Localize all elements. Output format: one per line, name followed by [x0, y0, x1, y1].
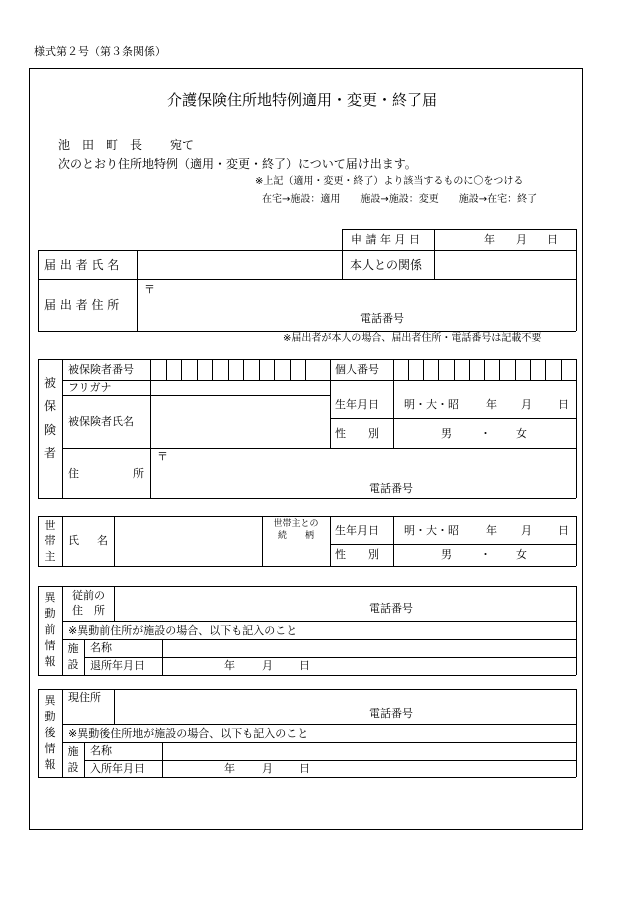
before-phone-field[interactable] — [420, 601, 574, 619]
entry-year: 年 — [224, 762, 235, 775]
furigana-field[interactable] — [151, 381, 329, 394]
rule — [84, 639, 85, 675]
application-day: 日 — [547, 233, 558, 246]
householder-sex-dot: ・ — [480, 548, 491, 561]
rule — [576, 516, 577, 566]
insured-address-label-b: 所 — [133, 467, 144, 480]
leave-month: 月 — [262, 659, 273, 672]
rule — [576, 229, 577, 250]
notifier-relation-label: 本人との関係 — [350, 258, 423, 272]
before-facility-note: ※異動前住所が施設の場合、以下も記入のこと — [68, 624, 298, 637]
householder-name-field[interactable] — [115, 517, 261, 565]
after-facility-note: ※異動後住所地が施設の場合、以下も記入のこと — [68, 727, 309, 740]
after-side-label: 異 動 後 情 報 — [44, 694, 56, 771]
rule — [38, 777, 576, 778]
notifier-postal-mark: 〒 — [144, 283, 155, 296]
rule — [38, 331, 576, 332]
householder-male: 男 — [441, 548, 452, 561]
insured-female: 女 — [516, 427, 527, 440]
personal-number-field[interactable] — [394, 360, 575, 379]
rule — [330, 516, 331, 566]
insured-phone-field[interactable] — [420, 479, 574, 497]
intro-text: 次のとおり住所地特例（適用・変更・終了）について届け出ます。 — [58, 157, 417, 171]
rule — [62, 621, 576, 622]
insured-side-label: 被 保 険 者 — [43, 376, 56, 461]
after-phone-label: 電話番号 — [369, 707, 413, 720]
rule — [38, 675, 576, 676]
householder-birth-month: 月 — [521, 524, 532, 537]
insured-number-field[interactable] — [151, 360, 329, 379]
insured-male: 男 — [441, 427, 452, 440]
insured-postal-mark: 〒 — [157, 450, 168, 463]
personal-number-label: 個人番号 — [335, 363, 379, 376]
householder-relation-field[interactable] — [263, 545, 329, 565]
application-date-label: 申 請 年 月 日 — [351, 233, 420, 246]
insured-name-label: 被保険者氏名 — [68, 415, 134, 428]
notifier-address-field[interactable] — [156, 281, 574, 307]
rule — [576, 689, 577, 777]
prev-address-field[interactable] — [115, 587, 575, 601]
rule — [38, 566, 576, 567]
notifier-phone-label: 電話番号 — [360, 312, 404, 325]
application-year-field[interactable] — [436, 231, 482, 248]
notifier-phone-field[interactable] — [412, 310, 574, 329]
householder-birth-label: 生年月日 — [335, 524, 379, 537]
application-day-field[interactable] — [528, 231, 546, 248]
before-facility-side: 施 設 — [67, 642, 79, 671]
current-address-field[interactable] — [115, 690, 575, 704]
householder-sex-label: 性 別 — [335, 548, 379, 561]
insured-phone-label: 電話番号 — [369, 482, 413, 495]
rule — [137, 250, 138, 331]
rule — [393, 516, 394, 566]
insured-address-field[interactable] — [168, 449, 574, 477]
page-title: 介護保険住所地特例適用・変更・終了届 — [167, 91, 438, 109]
insured-sex-label: 性 別 — [335, 427, 379, 440]
rule — [576, 359, 577, 498]
rule — [434, 229, 435, 250]
rule — [62, 724, 576, 725]
insured-birth-year: 年 — [486, 398, 497, 411]
notifier-name-field[interactable] — [139, 252, 340, 277]
furigana-label: フリガナ — [68, 381, 112, 394]
householder-side-label: 世 帯 主 — [44, 519, 56, 563]
application-month: 月 — [516, 233, 527, 246]
insured-number-label: 被保険者番号 — [68, 363, 134, 376]
addressee-town: 池 田 町 長 — [58, 138, 143, 152]
addressee-suffix: 宛て — [170, 138, 195, 152]
householder-name-label-b: 名 — [97, 534, 108, 547]
leave-date-label: 退所年月日 — [90, 659, 145, 672]
notifier-name-label: 届 出 者 氏 名 — [44, 258, 120, 272]
form-id: 様式第２号（第３条関係） — [34, 45, 166, 58]
rule — [38, 250, 39, 331]
after-facility-side: 施 設 — [67, 745, 79, 774]
rule — [342, 229, 576, 230]
rule — [84, 742, 85, 777]
application-year: 年 — [484, 233, 495, 246]
insured-birth-day: 日 — [558, 398, 569, 411]
rule — [330, 359, 331, 448]
insured-birth-label: 生年月日 — [335, 398, 379, 411]
insured-name-field[interactable] — [151, 396, 329, 447]
current-address-label: 現住所 — [68, 691, 101, 704]
notifier-address-label: 届 出 者 住 所 — [44, 298, 120, 312]
rule — [330, 418, 576, 419]
entry-day: 日 — [299, 762, 310, 775]
note-cases: 在宅→施設：適用 施設→施設：変更 施設→在宅：終了 — [262, 194, 538, 205]
insured-sex-dot: ・ — [480, 427, 491, 440]
entry-month: 月 — [262, 762, 273, 775]
rule — [38, 279, 576, 280]
rule — [62, 516, 63, 566]
rule — [38, 498, 576, 499]
insured-era: 明・大・昭 — [404, 398, 459, 411]
leave-year: 年 — [224, 659, 235, 672]
note-mark: ※上記（適用・変更・終了）より該当するものに〇をつける — [255, 176, 524, 187]
after-phone-field[interactable] — [420, 705, 574, 723]
rule — [576, 586, 577, 675]
after-facility-name-label: 名称 — [90, 744, 112, 757]
rule — [434, 250, 435, 279]
householder-birth-day: 日 — [558, 524, 569, 537]
insured-birth-month: 月 — [521, 398, 532, 411]
rule — [62, 359, 63, 498]
prev-address-label: 従前の 住 所 — [72, 589, 105, 618]
insured-address-label-a: 住 — [68, 467, 79, 480]
before-side-label: 異 動 前 情 報 — [44, 591, 56, 668]
after-facility-name-field[interactable] — [163, 743, 575, 759]
entry-date-field[interactable] — [163, 761, 575, 776]
householder-name-label-a: 氏 — [68, 534, 79, 547]
rule — [342, 250, 343, 279]
householder-birth-year: 年 — [486, 524, 497, 537]
leave-date-field[interactable] — [163, 658, 575, 674]
rule — [38, 250, 576, 251]
rule — [342, 229, 343, 250]
before-facility-name-field[interactable] — [163, 640, 575, 656]
notifier-relation-field[interactable] — [436, 252, 574, 277]
householder-era: 明・大・昭 — [404, 524, 459, 537]
householder-female: 女 — [516, 548, 527, 561]
leave-day: 日 — [299, 659, 310, 672]
application-month-field[interactable] — [497, 231, 515, 248]
rule — [576, 250, 577, 331]
householder-relation-label: 世帯主との 続 柄 — [273, 519, 319, 541]
before-phone-label: 電話番号 — [369, 602, 413, 615]
rule — [330, 544, 576, 545]
entry-date-label: 入所年月日 — [90, 762, 145, 775]
notifier-omit-note: ※届出者が本人の場合、届出者住所・電話番号は記載不要 — [283, 333, 542, 344]
before-facility-name-label: 名称 — [90, 641, 112, 654]
